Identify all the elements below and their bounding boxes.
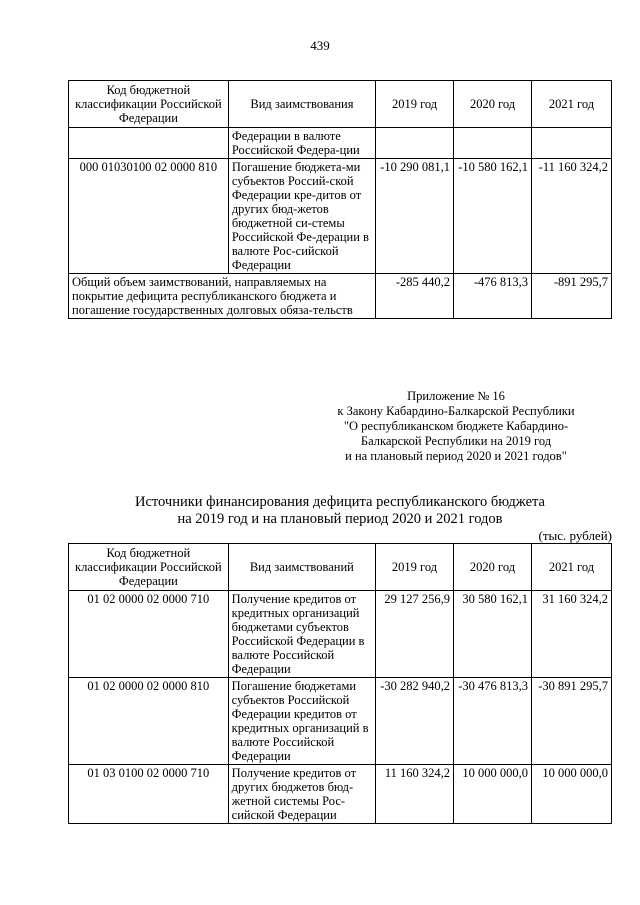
row-code: 000 01030100 02 0000 810 (69, 159, 229, 274)
row-2019: -30 282 940,2 (376, 678, 454, 765)
appendix-header (300, 389, 640, 464)
total-2020: -476 813,3 (454, 274, 532, 319)
table-row (69, 591, 612, 678)
row-2019: -10 290 081,1 (376, 159, 454, 274)
header-code: Код бюджетной классификации Российской Федерации (69, 81, 229, 128)
row-type: Федерации в валюте Российской Федера-ции (228, 128, 375, 159)
header-2020: 2020 год (454, 544, 532, 591)
title-line: Источники финансирования дефицита республиканского бюджета (135, 494, 545, 510)
table-row (69, 159, 612, 274)
unit-label: (тыс. рублей) (538, 528, 612, 543)
row-2020: 10 000 000,0 (454, 765, 532, 824)
row-type: Погашение бюджета-ми субъектов Россий-ской Федерации кре-дитов от других бюд-жетов бюджетной си-стемы Российской Фе-дерации в валюте Рос-сийской Федерации (228, 159, 375, 274)
appendix-line: к Закону Кабардино-Балкарской Республики (337, 404, 575, 418)
row-code: 01 03 0100 02 0000 710 (69, 765, 229, 824)
row-code: 01 02 0000 02 0000 710 (69, 591, 229, 678)
header-2020: 2020 год (454, 81, 532, 128)
row-2021: -11 160 324,2 (532, 159, 612, 274)
document-title (68, 494, 612, 528)
row-2019: 29 127 256,9 (376, 591, 454, 678)
header-type: Вид заимствования (228, 81, 375, 128)
header-2019: 2019 год (376, 544, 454, 591)
row-2020: -30 476 813,3 (454, 678, 532, 765)
appendix-line: и на плановый период 2020 и 2021 годов" (345, 449, 567, 463)
table-row (69, 128, 612, 159)
row-code: 01 02 0000 02 0000 810 (69, 678, 229, 765)
financing-sources-table (68, 543, 612, 824)
row-2020: -10 580 162,1 (454, 159, 532, 274)
total-label: Общий объем заимствований, направляемых на покрытие дефицита республиканского бюджета и погашение государственных долговых обяза-тельств (69, 274, 376, 319)
appendix-line: Приложение № 16 (407, 389, 505, 403)
appendix-line: Балкарской Республики на 2019 год (360, 434, 552, 448)
borrowings-table-continued (68, 80, 612, 319)
header-code: Код бюджетной классификации Российской Федерации (69, 544, 229, 591)
row-2019: 11 160 324,2 (376, 765, 454, 824)
header-2021: 2021 год (532, 81, 612, 128)
row-2021: -30 891 295,7 (532, 678, 612, 765)
table-header-row (69, 544, 612, 591)
header-2021: 2021 год (532, 544, 612, 591)
table-row (69, 678, 612, 765)
appendix-line: "О республиканском бюджете Кабардино- (343, 419, 569, 433)
row-2021: 31 160 324,2 (532, 591, 612, 678)
row-type: Получение кредитов от кредитных организаций бюджетами субъектов Российской Федерации в валюте Российской Федерации (228, 591, 375, 678)
header-type: Вид заимствований (228, 544, 375, 591)
table-header-row (69, 81, 612, 128)
title-line: на 2019 год и на плановый период 2020 и 2021 годов (177, 511, 503, 527)
table-row (69, 765, 612, 824)
table-total-row (69, 274, 612, 319)
header-2019: 2019 год (376, 81, 454, 128)
page-number: 439 (310, 38, 330, 53)
row-2021: 10 000 000,0 (532, 765, 612, 824)
row-2020: 30 580 162,1 (454, 591, 532, 678)
row-type: Получение кредитов от других бюджетов бюд-жетной системы Рос-сийской Федерации (228, 765, 375, 824)
row-type: Погашение бюджетами субъектов Российской Федерации кредитов от кредитных организаций в валюте Российской Федерации (228, 678, 375, 765)
total-2021: -891 295,7 (532, 274, 612, 319)
total-2019: -285 440,2 (376, 274, 454, 319)
